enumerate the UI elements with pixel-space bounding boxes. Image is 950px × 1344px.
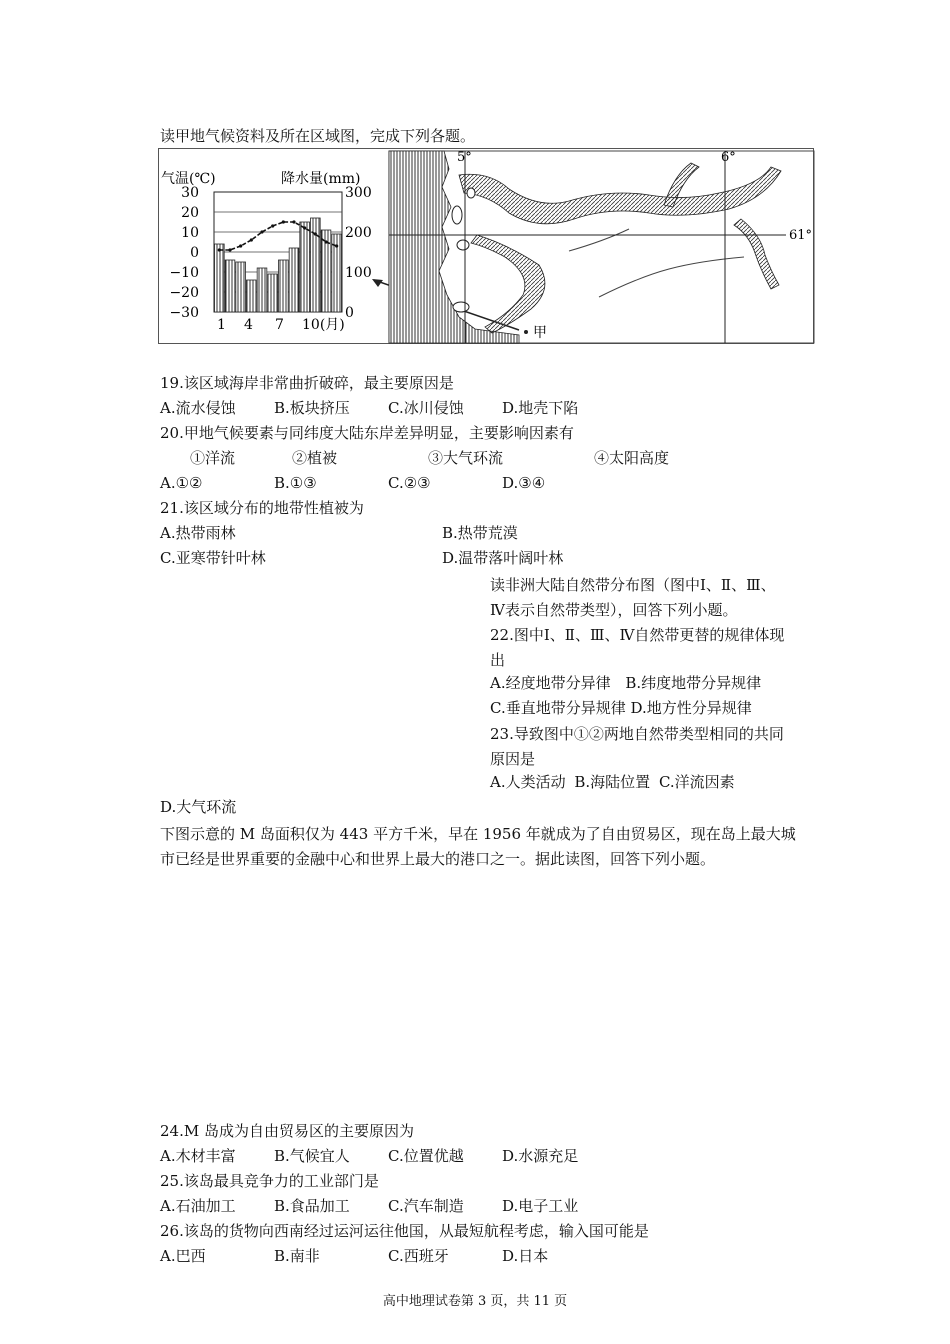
river-lines [569,229,744,297]
precip-tick: 300 [345,185,372,201]
precip-bar [279,260,289,312]
q22-option-c[interactable]: C.垂直地带分异规律 [490,699,626,717]
q24-stem: 24.M 岛成为自由贸易区的主要原因为 [160,1122,414,1140]
q22-option-d[interactable]: D.地方性分异规律 [630,699,752,717]
temp-point [314,232,317,235]
island [467,188,475,198]
climate-and-region-figure [158,148,814,344]
temp-point [303,226,306,229]
q19-option-b[interactable]: B.板块挤压 [274,399,350,417]
intro-text-1: 读甲地气候资料及所在区域图，完成下列各题。 [160,127,476,145]
q23-option-b[interactable]: B.海陆位置 [574,773,651,791]
precip-bar [236,262,246,312]
temp-point [260,230,263,233]
precip-bar [225,260,235,312]
intro-text-3: 下图示意的 M 岛面积仅为 443 平方千米，早在 1956 年就成为了自由贸易区，现在岛上最大城市已经是世界重要的金融中心和世界上最大的港口之一。据此读图，回答下列小题。 [160,825,796,868]
precip-bar [300,222,310,312]
q20-item-2: ②植被 [292,449,338,467]
q22-options-row1 [490,673,761,693]
temp-tick: 30 [181,185,199,201]
q24-option-b[interactable]: B.气候宜人 [274,1147,350,1165]
fjord-south [471,235,545,333]
month-tick: 10(月) [302,317,345,333]
q20-option-d[interactable]: D.③④ [502,474,546,492]
q23-options-row1 [490,772,735,792]
island [453,302,469,312]
q21-option-a[interactable]: A.热带雨林 [160,524,236,542]
q20-item-3: ③大气环流 [428,449,504,467]
q20-option-c[interactable]: C.②③ [388,474,431,492]
precip-ticks [345,185,372,321]
q22-stem: 22.图中Ⅰ、Ⅱ、Ⅲ、Ⅳ自然带更替的规律体现出 [490,626,785,669]
fjord-main [459,167,781,224]
q21-option-b[interactable]: B.热带荒漠 [442,524,518,542]
q20-option-a[interactable]: A.①② [160,474,203,492]
month-ticks [217,317,345,333]
q26-stem: 26.该岛的货物向西南经过运河运往他国，从最短航程考虑，输入国可能是 [160,1222,649,1240]
temp-tick: −30 [169,305,199,321]
precip-tick: 0 [345,305,354,321]
fjord-east [734,219,779,289]
island [457,240,469,250]
temp-tick: −10 [169,265,199,281]
q23-option-d[interactable]: D.大气环流 [160,798,237,816]
precip-tick: 100 [345,265,372,281]
q25-option-a[interactable]: A.石油加工 [160,1197,236,1215]
temp-point [335,244,338,247]
temp-tick: 20 [181,205,199,221]
lat-label-61: 61° [789,228,813,243]
q19-option-a[interactable]: A.流水侵蚀 [160,399,236,417]
temp-point [218,248,221,251]
temp-axis-label: 气温(℃) [161,171,216,187]
q21-stem: 21.该区域分布的地带性植被为 [160,499,364,517]
precip-bar [257,268,267,312]
q23-stem: 23.导致图中①②两地自然带类型相同的共同原因是 [490,725,784,768]
page-footer: 高中地理试卷第 3 页，共 11 页 [382,1294,568,1309]
q19-option-c[interactable]: C.冰川侵蚀 [388,399,464,417]
month-tick: 1 [217,317,226,333]
q25-option-b[interactable]: B.食品加工 [274,1197,350,1215]
q20-item-1: ①洋流 [190,449,236,467]
q21-option-c[interactable]: C.亚寒带针叶林 [160,549,266,567]
q19-stem: 19.该区域海岸非常曲折破碎，最主要原因是 [160,374,454,392]
q24-option-a[interactable]: A.木材丰富 [160,1147,236,1165]
q25-option-c[interactable]: C.汽车制造 [388,1197,464,1215]
intro-text-2: 读非洲大陆自然带分布图（图中Ⅰ、Ⅱ、Ⅲ、Ⅳ表示自然带类型），回答下列小题。 [490,576,776,619]
temp-point [250,238,253,241]
q20-item-4: ④太阳高度 [594,449,670,467]
precip-bar [289,248,299,312]
q22-options-row2 [490,698,752,718]
q26-option-c[interactable]: C.西班牙 [388,1247,449,1265]
precip-axis-label: 降水量(mm) [281,171,361,187]
precip-tick: 200 [345,225,372,241]
month-tick: 4 [244,317,253,333]
figure-svg [159,149,815,345]
temp-point [239,244,242,247]
temp-point [282,220,285,223]
q25-stem: 25.该岛最具竞争力的工业部门是 [160,1172,379,1190]
q20-option-b[interactable]: B.①③ [274,474,317,492]
island [452,206,462,224]
q24-option-c[interactable]: C.位置优越 [388,1147,464,1165]
q19-option-d[interactable]: D.地壳下陷 [502,399,579,417]
temp-ticks [169,185,199,321]
precip-bar [215,244,225,312]
q26-option-a[interactable]: A.巴西 [160,1247,206,1265]
month-tick: 7 [275,317,284,333]
place-marker [524,330,528,334]
q25-option-d[interactable]: D.电子工业 [502,1197,579,1215]
temp-tick: 0 [190,245,199,261]
q22-option-b[interactable]: B.纬度地带分异规律 [625,674,762,692]
q26-option-b[interactable]: B.南非 [274,1247,320,1265]
precip-bar [268,274,278,312]
q26-option-d[interactable]: D.日本 [502,1247,549,1265]
q23-option-c[interactable]: C.洋流因素 [658,773,735,791]
q22-option-a[interactable]: A.经度地带分异律 [490,674,611,692]
temp-point [292,220,295,223]
q21-option-d[interactable]: D.温带落叶阔叶林 [442,549,564,567]
temp-tick: 10 [181,225,199,241]
lon-label-5: 5° [457,150,472,165]
q24-option-d[interactable]: D.水源充足 [502,1147,579,1165]
precip-bar [247,280,257,312]
temp-point [228,248,231,251]
temp-point [271,224,274,227]
q23-option-a[interactable]: A.人类活动 [490,773,566,791]
temp-tick: −20 [169,285,199,301]
region-map [389,150,814,343]
temp-point [324,240,327,243]
lon-label-6: 6° [721,150,736,165]
q20-stem: 20.甲地气候要素与同纬度大陆东岸差异明显，主要影响因素有 [160,424,574,442]
place-label: 甲 [533,325,547,341]
